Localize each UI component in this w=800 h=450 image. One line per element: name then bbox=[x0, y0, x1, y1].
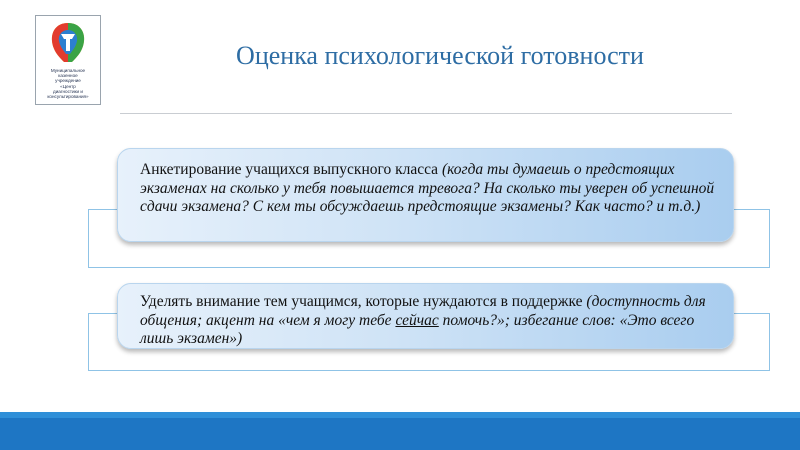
card-1-text: Анкетирование учащихся выпускного класса bbox=[140, 161, 442, 178]
logo-caption: Муниципальное казенное учреждение «Центр диагностики и консультирования» bbox=[47, 68, 89, 100]
footer-bar bbox=[0, 418, 800, 450]
content-card-2 bbox=[117, 283, 734, 349]
card-2-underlined-text: сейчас bbox=[395, 311, 439, 329]
card-1-italic-text: (когда ты думаешь о предстоящих экзаменах на сколько у тебя повышается тревога? На сколько ты уверен об успешной сдачи экзамена? С кем ты обсуждаешь предстоящие экзамены? Как часто? и т.д.) bbox=[140, 161, 715, 215]
page-title: Оценка психологической готовности bbox=[236, 41, 644, 70]
card-2-italic-text-a: (доступность для общения; акцент на «чем я могу тебе bbox=[140, 293, 706, 329]
title-divider bbox=[120, 113, 732, 114]
card-2-text: Уделять внимание тем учащимся, которые нуждаются в поддержке bbox=[140, 293, 587, 310]
content-card-1 bbox=[117, 148, 734, 242]
card-2-italic-text-b: помочь?»; избегание слов: «Это всего лишь экзамен») bbox=[140, 311, 695, 347]
logo bbox=[35, 15, 101, 105]
logo-heads-icon bbox=[46, 20, 90, 66]
